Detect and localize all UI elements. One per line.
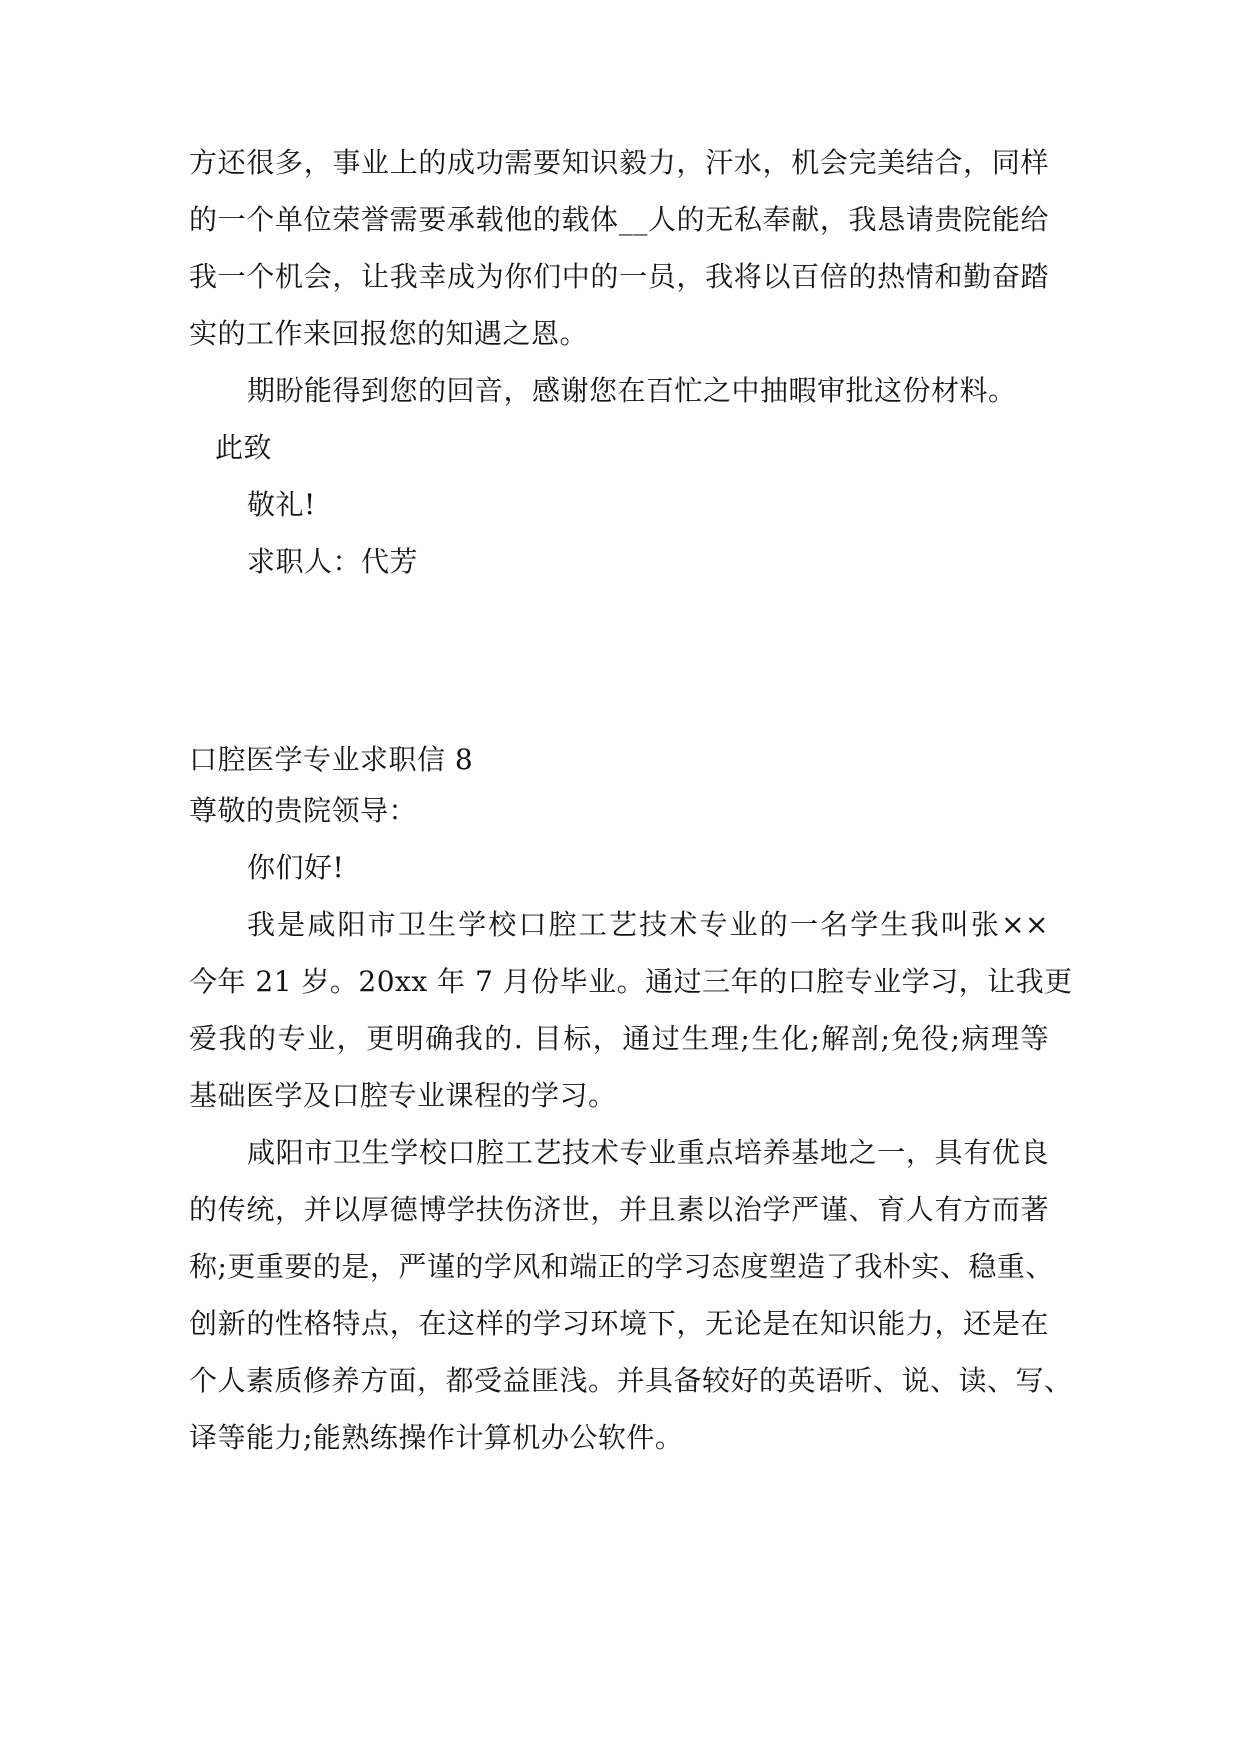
paragraph-line: 咸阳市卫生学校口腔工艺技术专业重点培养基地之一，具有优良 — [247, 1136, 1049, 1169]
salutation-line-1: 此致 — [215, 431, 273, 464]
letter-title: 口腔医学专业求职信 8 — [189, 743, 474, 776]
paragraph-line: 基础医学及口腔专业课程的学习。 — [189, 1079, 617, 1112]
paragraph-line: 方还很多，事业上的成功需要知识毅力，汗水，机会完美结合，同样 — [189, 146, 1049, 179]
paragraph-line: 的传统，并以厚德博学扶伤济世，并且素以治学严谨、育人有方而著 — [189, 1193, 1049, 1226]
paragraph-line: 译等能力;能熟练操作计算机办公软件。 — [189, 1421, 684, 1454]
letter-body — [189, 782, 1073, 1466]
paragraph-line: 称;更重要的是，严谨的学风和端正的学习态度塑造了我朴实、稳重、 — [189, 1250, 1054, 1283]
closing-wish: 期盼能得到您的回音，感谢您在百忙之中抽暇审批这份材料。 — [247, 374, 1017, 407]
paragraph-line: 爱我的专业，更明确我的. 目标，通过生理;生化;解剖;免役;病理等 — [189, 1022, 1049, 1055]
paragraph-line: 个人素质修养方面，都受益匪浅。并具备较好的英语听、说、读、写、 — [189, 1364, 1073, 1397]
previous-letter-body — [189, 134, 1049, 590]
greeting: 你们好! — [247, 851, 345, 884]
paragraph-line: 实的工作来回报您的知遇之恩。 — [189, 317, 589, 350]
signature: 求职人：代芳 — [247, 545, 419, 578]
salutation-line-2: 敬礼! — [247, 488, 316, 521]
paragraph-line: 我是咸阳市卫生学校口腔工艺技术专业的一名学生我叫张×× — [247, 908, 1049, 941]
paragraph-line: 我一个机会，让我幸成为你们中的一员，我将以百倍的热情和勤奋踏 — [189, 260, 1049, 293]
paragraph-line: 今年 21 岁。20xx 年 7 月份毕业。通过三年的口腔专业学习，让我更 — [189, 965, 1073, 998]
paragraph-line: 的一个单位荣誉需要承载他的载体__人的无私奉献，我恳请贵院能给 — [189, 203, 1049, 236]
letter-heading — [189, 738, 1049, 782]
paragraph-line: 创新的性格特点，在这样的学习环境下，无论是在知识能力，还是在 — [189, 1307, 1049, 1340]
addressee: 尊敬的贵院领导： — [189, 794, 418, 827]
